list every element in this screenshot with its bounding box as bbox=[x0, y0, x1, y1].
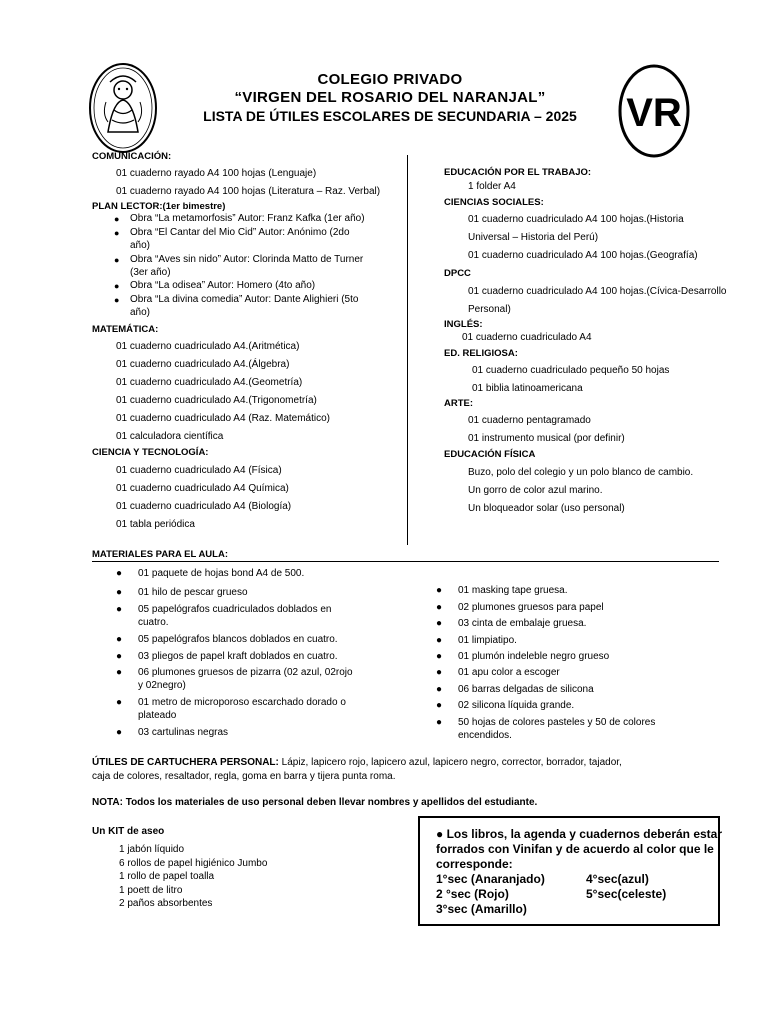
list-item: 1 rollo de papel toalla bbox=[119, 871, 215, 882]
section-educacion-fisica: EDUCACIÓN FÍSICA bbox=[444, 449, 536, 460]
kit-title: Un KIT de aseo bbox=[92, 826, 165, 837]
bullet-icon: ● bbox=[116, 587, 123, 598]
list-item: 01 cuaderno rayado A4 100 hojas (Literatura – Raz. Verbal) bbox=[116, 186, 381, 197]
box-line-3: corresponde: bbox=[436, 857, 513, 871]
section-comunicacion: COMUNICACIÓN: bbox=[92, 151, 172, 162]
section-ept: EDUCACIÓN POR EL TRABAJO: bbox=[444, 167, 592, 178]
color-1sec: 1°sec (Anaranjado) bbox=[436, 872, 545, 886]
color-3sec: 3°sec (Amarillo) bbox=[436, 902, 527, 916]
list-item: ● 01 masking tape gruesa. bbox=[436, 585, 568, 596]
cartuchera-text-cont: caja de colores, resaltador, regla, goma en barra y tijera punta roma. bbox=[92, 771, 396, 782]
list-item: 01 cuaderno cuadriculado A4 (Física) bbox=[116, 465, 282, 476]
list-item: ● 01 apu color a escoger bbox=[436, 667, 560, 678]
logo-text: VR bbox=[626, 91, 682, 135]
list-item: ● 03 pliegos de papel kraft doblados en cuatro. bbox=[116, 651, 338, 662]
list-item: 01 cuaderno cuadriculado A4.(Aritmética) bbox=[116, 341, 300, 352]
box-line-1: ● Los libros, la agenda y cuadernos deberán estar bbox=[436, 827, 723, 841]
bullet-icon: ● bbox=[116, 727, 123, 738]
color-5sec: 5°sec(celeste) bbox=[586, 887, 667, 901]
list-item: ● 03 cinta de embalaje gruesa. bbox=[436, 618, 587, 629]
color-2sec: 2 °sec (Rojo) bbox=[436, 887, 509, 901]
list-item: ● Obra “La divina comedia” Autor: Dante Alighieri (5to año) bbox=[114, 294, 359, 318]
list-item: Un gorro de color azul marino. bbox=[468, 485, 603, 496]
cartuchera-label: ÚTILES DE CARTUCHERA PERSONAL: bbox=[92, 757, 279, 768]
list-item: ● 02 silicona líquida grande. bbox=[436, 700, 575, 711]
list-item: ● 06 plumones gruesos de pizarra (02 azul, 02rojo y 02negro) bbox=[116, 667, 353, 691]
bullet-icon: ● bbox=[114, 228, 120, 238]
bullet-icon: ● bbox=[436, 635, 443, 646]
bullet-icon: ● bbox=[116, 667, 123, 678]
school-emblem-left bbox=[88, 62, 158, 154]
list-item: ● Obra “Aves sin nido” Autor: Clorinda Matto de Turner (3er año) bbox=[114, 254, 364, 278]
column-divider bbox=[407, 155, 408, 545]
section-ingles: INGLÉS: bbox=[444, 319, 483, 330]
forro-info-box bbox=[418, 816, 723, 926]
section-dpcc: DPCC bbox=[444, 268, 471, 279]
list-item: 01 cuaderno cuadriculado A4 100 hojas.(Historia bbox=[468, 214, 684, 225]
school-type: COLEGIO PRIVADO bbox=[317, 71, 463, 88]
materiales-underline bbox=[92, 561, 719, 562]
list-item: ● 05 papelógrafos blancos doblados en cuatro. bbox=[116, 634, 338, 645]
list-item: 01 cuaderno cuadriculado A4 (Biología) bbox=[116, 501, 292, 512]
list-item: 2 paños absorbentes bbox=[119, 898, 213, 909]
bullet-icon: ● bbox=[436, 700, 443, 711]
nota: NOTA: Todos los materiales de uso personal deben llevar nombres y apellidos del estudiante. bbox=[92, 797, 538, 808]
list-item: 6 rollos de papel higiénico Jumbo bbox=[119, 858, 268, 869]
bullet-icon: ● bbox=[436, 585, 443, 596]
list-item: ● 05 papelógrafos cuadriculados doblados en cuatro. bbox=[116, 604, 332, 628]
list-item: 01 cuaderno pentagramado bbox=[468, 415, 591, 426]
bullet-icon: ● bbox=[116, 568, 123, 579]
list-item: 01 cuaderno cuadriculado A4 100 hojas.(Geografía) bbox=[468, 250, 698, 261]
bullet-icon: ● bbox=[436, 684, 443, 695]
bullet-icon: ● bbox=[114, 281, 120, 291]
bullet-icon: ● bbox=[436, 667, 443, 678]
list-item: 01 tabla periódica bbox=[116, 519, 195, 530]
section-arte: ARTE: bbox=[444, 398, 474, 409]
cartuchera-text: ÚTILES DE CARTUCHERA PERSONAL: Lápiz, lapicero rojo, lapicero azul, lapicero negro, corrector, borrador, tajador, bbox=[92, 757, 622, 768]
bullet-icon: ● bbox=[116, 634, 123, 645]
list-item: ● 06 barras delgadas de silicona bbox=[436, 684, 594, 695]
section-plan-lector: PLAN LECTOR:(1er bimestre) bbox=[92, 201, 226, 212]
color-4sec: 4°sec(azul) bbox=[586, 872, 649, 886]
bullet-icon: ● bbox=[114, 214, 120, 224]
list-item: 01 cuaderno cuadriculado A4.(Álgebra) bbox=[116, 359, 290, 370]
list-item: 01 biblia latinoamericana bbox=[472, 383, 583, 394]
box-line-2: forrados con Vinifan y de acuerdo al color que le bbox=[436, 842, 714, 856]
list-item: ● 01 paquete de hojas bond A4 de 500. bbox=[116, 568, 305, 579]
list-item: ● 02 plumones gruesos para papel bbox=[436, 602, 604, 613]
list-item: 01 cuaderno cuadriculado A4 bbox=[462, 332, 592, 343]
section-religiosa: ED. RELIGIOSA: bbox=[444, 348, 518, 359]
bullet-icon: ● bbox=[114, 255, 120, 265]
list-item: ● Obra “El Cantar del Mio Cid” Autor: Anónimo (2do año) bbox=[114, 227, 350, 251]
list-item: 01 cuaderno cuadriculado A4.(Geometría) bbox=[116, 377, 303, 388]
school-logo-vr bbox=[618, 64, 690, 158]
list-item: ● Obra “La odisea” Autor: Homero (4to año) bbox=[114, 280, 316, 291]
list-item: 1 folder A4 bbox=[468, 181, 516, 192]
list-item: Buzo, polo del colegio y un polo blanco de cambio. bbox=[468, 467, 694, 478]
section-matematica: MATEMÁTICA: bbox=[92, 324, 159, 335]
bullet-icon: ● bbox=[436, 602, 443, 613]
list-item: 01 cuaderno cuadriculado A4 Química) bbox=[116, 483, 289, 494]
list-item: ● 01 metro de microporoso escarchado dorado o plateado bbox=[116, 697, 346, 721]
list-item: 1 jabón líquido bbox=[119, 844, 185, 855]
list-item: Personal) bbox=[468, 304, 511, 315]
list-item: ● 01 limpiatipo. bbox=[436, 635, 517, 646]
section-ciencia: CIENCIA Y TECNOLOGÍA: bbox=[92, 447, 209, 458]
list-item: Universal – Historia del Perú) bbox=[468, 232, 599, 243]
bullet-icon: ● bbox=[436, 618, 443, 629]
list-item: 01 instrumento musical (por definir) bbox=[468, 433, 625, 444]
list-item: ● 01 hilo de pescar grueso bbox=[116, 587, 248, 598]
list-item: 01 cuaderno cuadriculado pequeño 50 hojas bbox=[472, 365, 670, 376]
list-item: 01 cuaderno cuadriculado A4 100 hojas.(Cívica-Desarrollo bbox=[468, 286, 727, 297]
section-materiales: MATERIALES PARA EL AULA: bbox=[92, 549, 228, 560]
list-item: 1 poett de litro bbox=[119, 885, 183, 896]
bullet-icon: ● bbox=[116, 697, 123, 708]
list-item: ● Obra “La metamorfosis” Autor: Franz Kafka (1er año) bbox=[114, 213, 365, 224]
school-name: “VIRGEN DEL ROSARIO DEL NARANJAL” bbox=[234, 89, 546, 106]
list-item: Un bloqueador solar (uso personal) bbox=[468, 503, 625, 514]
list-item: ● 03 cartulinas negras bbox=[116, 727, 229, 738]
section-ciencias-sociales: CIENCIAS SOCIALES: bbox=[444, 197, 544, 208]
list-item: 01 cuaderno cuadriculado A4 (Raz. Matemático) bbox=[116, 413, 331, 424]
list-item: 01 cuaderno cuadriculado A4.(Trigonometría) bbox=[116, 395, 317, 406]
list-item: 01 calculadora científica bbox=[116, 431, 224, 442]
bullet-icon: ● bbox=[114, 295, 120, 305]
page-title: LISTA DE ÚTILES ESCOLARES DE SECUNDARIA – 2025 bbox=[203, 108, 577, 124]
list-item: ● 01 plumón indeleble negro grueso bbox=[436, 651, 610, 662]
bullet-icon: ● bbox=[436, 651, 443, 662]
list-item: 01 cuaderno rayado A4 100 hojas (Lenguaje) bbox=[116, 168, 317, 179]
bullet-icon: ● bbox=[116, 651, 123, 662]
bullet-icon: ● bbox=[436, 717, 443, 728]
list-item: ● 50 hojas de colores pasteles y 50 de colores encendidos. bbox=[436, 717, 656, 741]
bullet-icon: ● bbox=[116, 604, 123, 615]
